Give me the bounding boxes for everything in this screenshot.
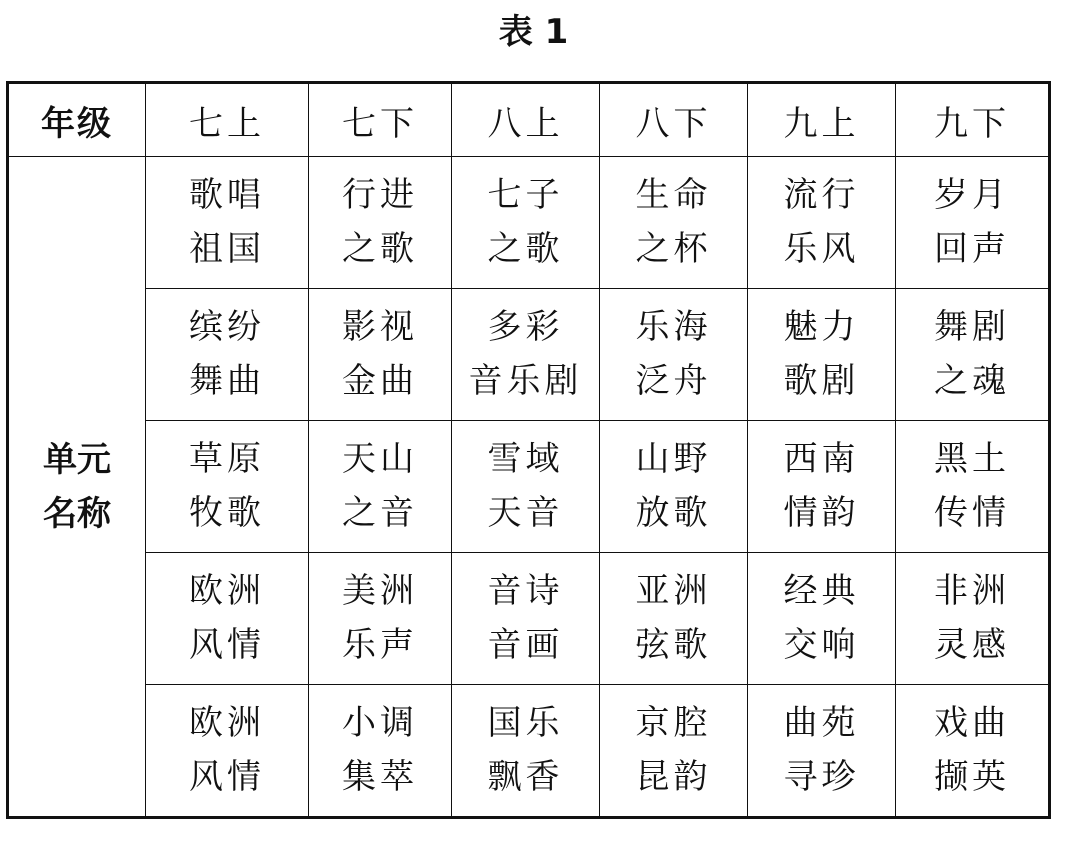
unit-line: 乐海 (635, 307, 712, 348)
unit-line: 泛舟 (635, 361, 712, 402)
unit-line: 雪域 (487, 439, 564, 480)
unit-cell (309, 157, 452, 289)
unit-line: 昆韵 (635, 757, 712, 798)
unit-line: 行进 (342, 175, 418, 216)
unit-line: 音画 (487, 625, 564, 666)
unit-line: 寻珍 (783, 757, 860, 798)
table-row (8, 288, 1050, 420)
unit-cell (146, 684, 309, 817)
unit-line: 之歌 (342, 229, 418, 270)
unit-line: 影视 (342, 307, 418, 348)
unit-cell (600, 420, 748, 552)
unit-cell (146, 420, 309, 552)
unit-cell (309, 288, 452, 420)
unit-line: 欧洲 (189, 703, 265, 744)
unit-line: 七子 (487, 175, 564, 216)
unit-cell (452, 684, 600, 817)
unit-line: 美洲 (342, 571, 418, 612)
unit-cell (600, 684, 748, 817)
unit-line: 灵感 (934, 625, 1010, 666)
unit-cell (600, 157, 748, 289)
unit-cell (896, 552, 1050, 684)
grade-header-cell: 七下 (309, 83, 452, 157)
grade-header-row (8, 83, 1050, 157)
unit-cell (452, 420, 600, 552)
unit-line: 天音 (487, 493, 564, 534)
unit-line: 多彩 (487, 307, 564, 348)
unit-line: 国乐 (487, 703, 564, 744)
unit-cell (309, 684, 452, 817)
unit-line: 之音 (342, 493, 418, 534)
unit-line: 情韵 (783, 493, 860, 534)
unit-cell (452, 157, 600, 289)
unit-line: 乐风 (783, 229, 860, 270)
unit-line: 音诗 (487, 571, 564, 612)
unit-line: 祖国 (189, 229, 265, 270)
unit-cell (600, 552, 748, 684)
unit-line: 传情 (934, 493, 1010, 534)
unit-cell (309, 420, 452, 552)
unit-line: 之歌 (487, 229, 564, 270)
unit-line: 乐声 (342, 625, 418, 666)
unit-name-label-line: 名称 (43, 493, 111, 534)
unit-cell (146, 288, 309, 420)
table-row (8, 684, 1050, 817)
unit-line: 岁月 (934, 175, 1010, 216)
grade-header-cell: 七上 (146, 83, 309, 157)
grade-header-label: 年级 (8, 83, 146, 157)
unit-line: 风情 (189, 625, 265, 666)
unit-cell (600, 288, 748, 420)
unit-line: 经典 (783, 571, 860, 612)
table-row (8, 420, 1050, 552)
unit-line: 舞剧 (934, 307, 1010, 348)
unit-line: 山野 (635, 439, 712, 480)
unit-cell (896, 288, 1050, 420)
unit-line: 金曲 (342, 361, 418, 402)
unit-line: 西南 (783, 439, 860, 480)
unit-line: 舞曲 (189, 361, 265, 402)
unit-line: 放歌 (635, 493, 712, 534)
unit-line: 歌剧 (783, 361, 860, 402)
unit-line: 欧洲 (189, 571, 265, 612)
unit-cell (452, 288, 600, 420)
unit-line: 戏曲 (934, 703, 1010, 744)
unit-cell (748, 288, 896, 420)
unit-line: 缤纷 (189, 307, 265, 348)
unit-line: 草原 (189, 439, 265, 480)
table-caption: 表 1 (498, 12, 569, 52)
unit-cell (896, 684, 1050, 817)
unit-line: 魅力 (783, 307, 860, 348)
unit-line: 交响 (783, 625, 860, 666)
unit-line: 歌唱 (189, 175, 265, 216)
unit-line: 亚洲 (635, 571, 712, 612)
unit-cell (452, 552, 600, 684)
unit-line: 音乐剧 (468, 361, 583, 402)
unit-cell (748, 420, 896, 552)
unit-table (6, 81, 1051, 819)
unit-line: 飘香 (487, 757, 564, 798)
unit-line: 生命 (635, 175, 712, 216)
grade-header-cell: 八下 (600, 83, 748, 157)
unit-line: 小调 (342, 703, 418, 744)
unit-line: 京腔 (635, 703, 712, 744)
unit-line: 集萃 (342, 757, 418, 798)
unit-line: 天山 (342, 439, 418, 480)
unit-name-label (8, 157, 146, 818)
unit-line: 流行 (783, 175, 860, 216)
unit-cell (146, 552, 309, 684)
unit-cell (146, 157, 309, 289)
unit-cell (748, 157, 896, 289)
unit-cell (748, 684, 896, 817)
unit-line: 之魂 (934, 361, 1010, 402)
unit-line: 风情 (189, 757, 265, 798)
table-row (8, 552, 1050, 684)
unit-line: 之杯 (635, 229, 712, 270)
unit-line: 牧歌 (189, 493, 265, 534)
unit-line: 撷英 (934, 757, 1010, 798)
grade-header-cell: 八上 (452, 83, 600, 157)
unit-cell (309, 552, 452, 684)
unit-line: 非洲 (934, 571, 1010, 612)
unit-line: 黑土 (934, 439, 1010, 480)
unit-line: 弦歌 (635, 625, 712, 666)
table-row (8, 157, 1050, 289)
unit-name-label-line: 单元 (43, 439, 111, 480)
unit-cell (748, 552, 896, 684)
unit-cell (896, 157, 1050, 289)
unit-line: 回声 (934, 229, 1010, 270)
grade-header-cell: 九上 (748, 83, 896, 157)
unit-cell (896, 420, 1050, 552)
grade-header-cell: 九下 (896, 83, 1050, 157)
unit-line: 曲苑 (783, 703, 860, 744)
